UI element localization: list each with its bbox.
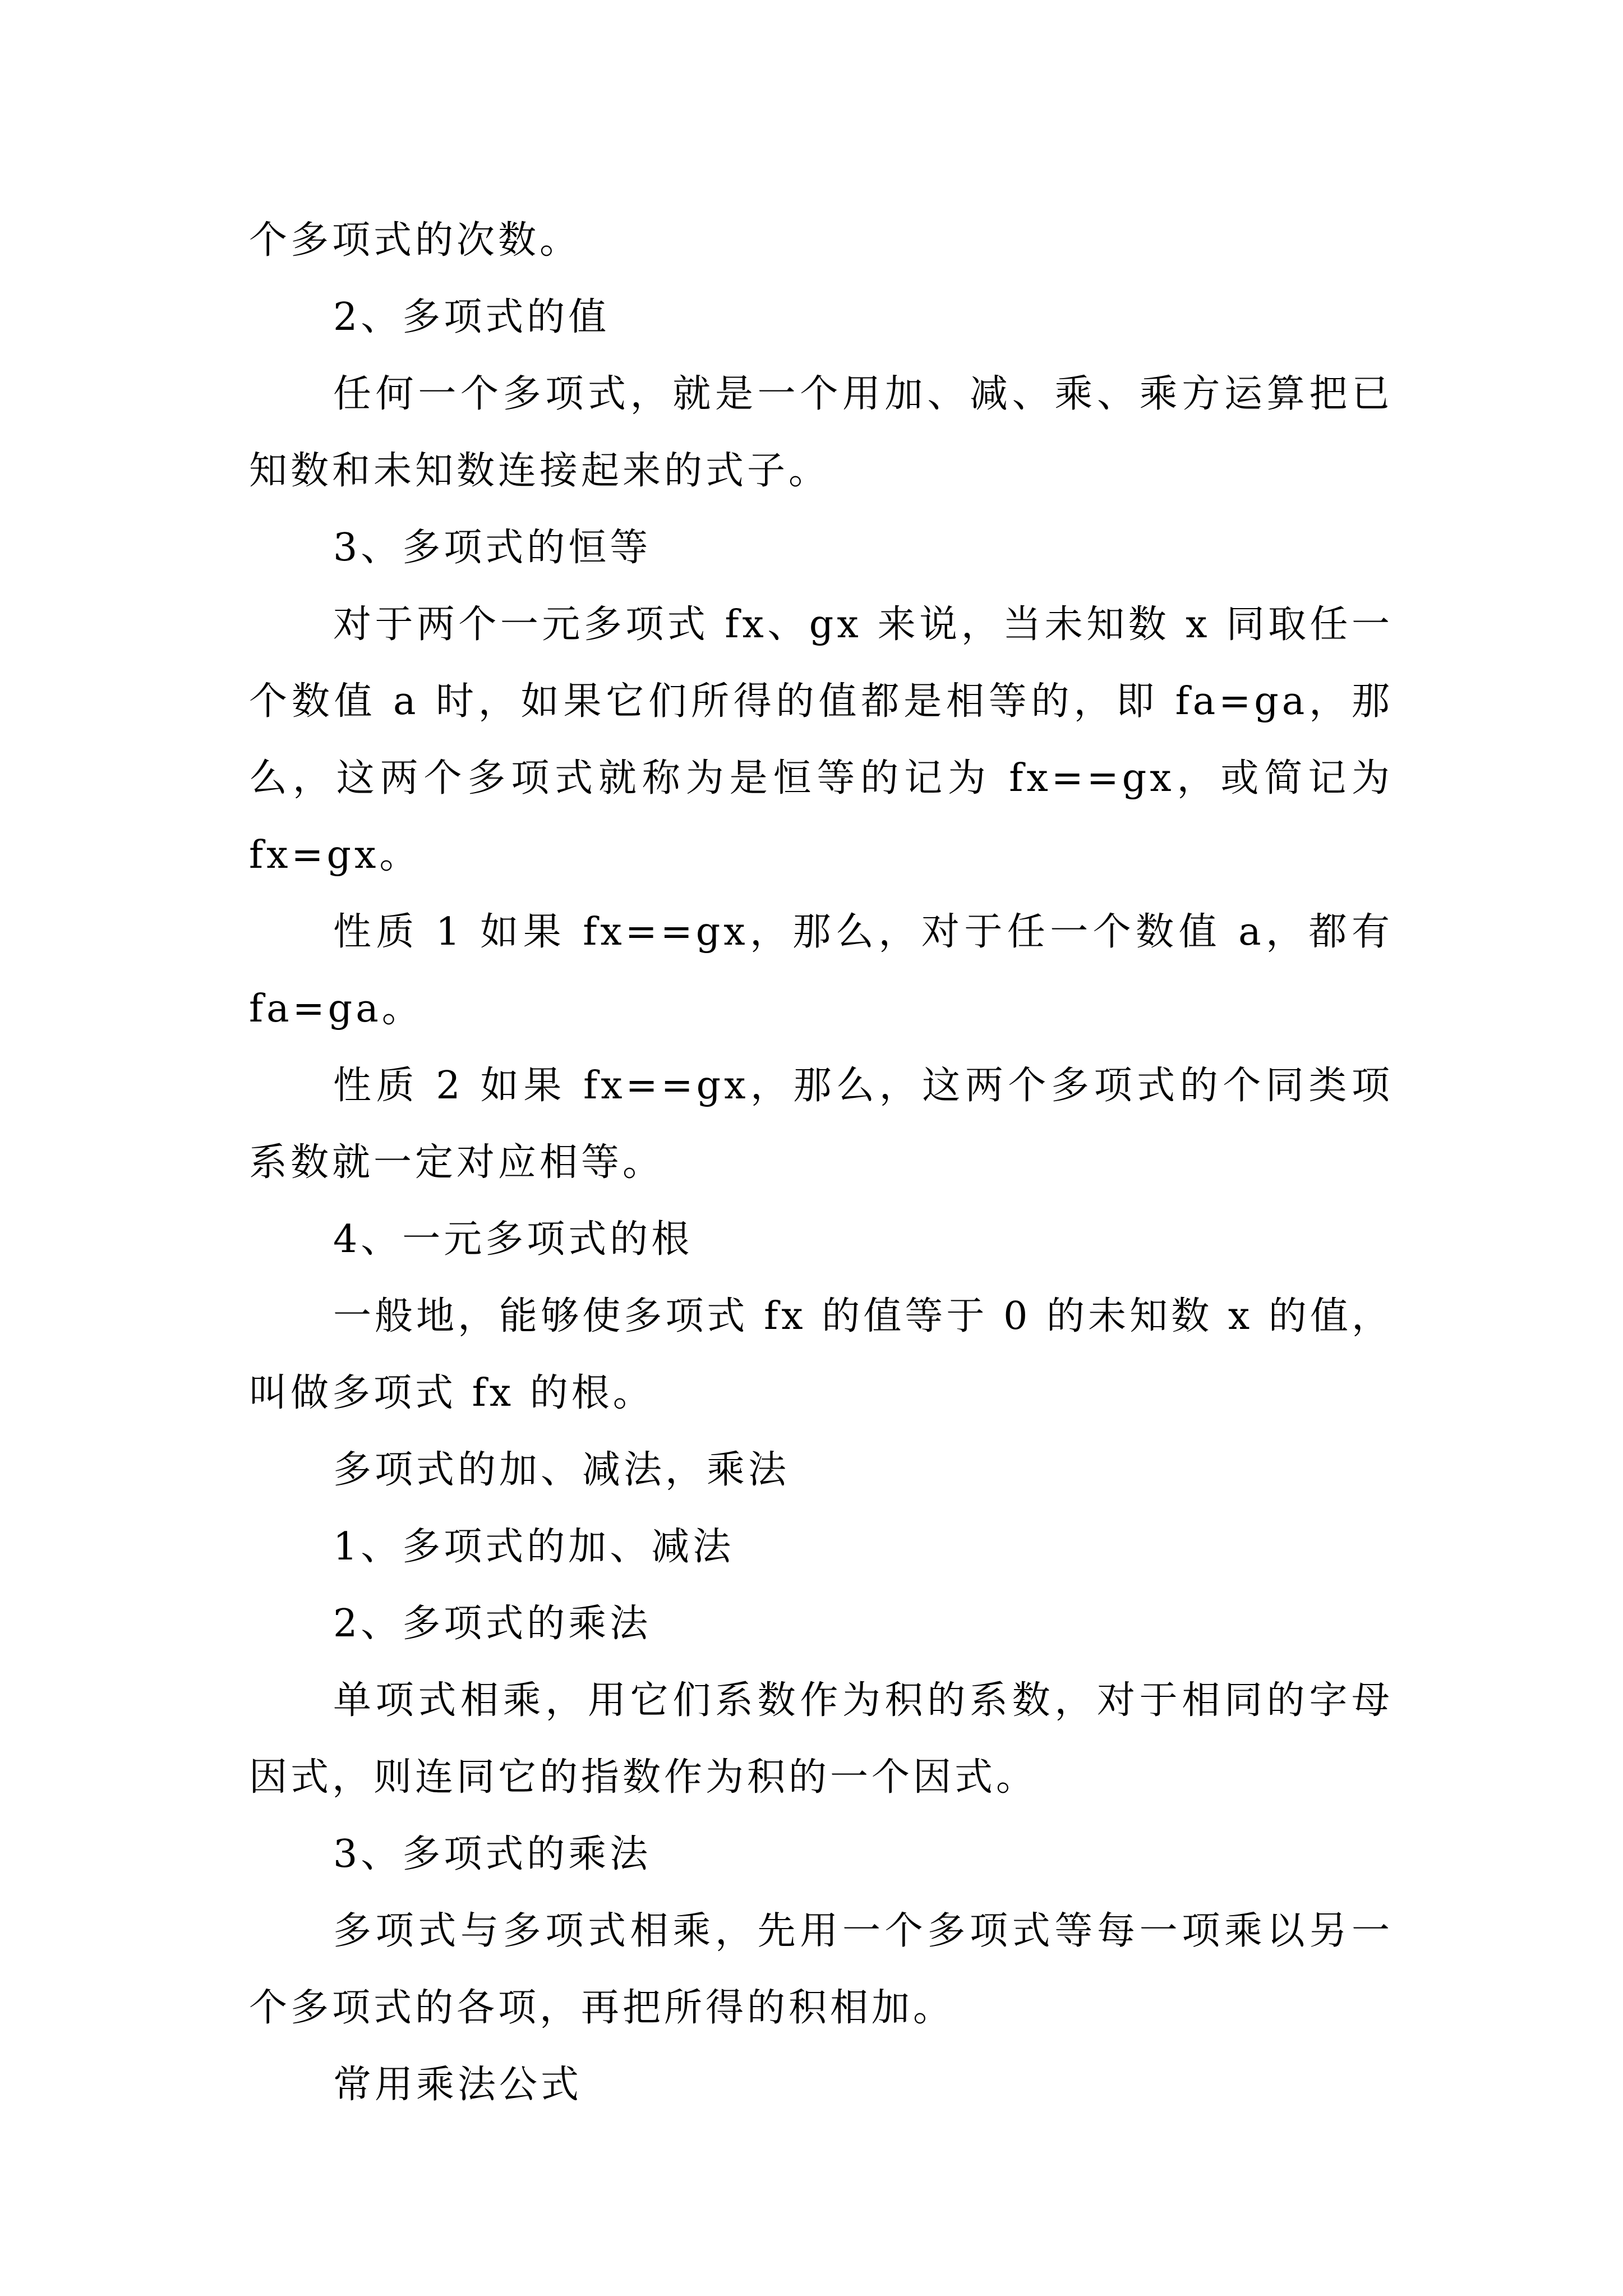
paragraph-property-1: 性质 1 如果 fx==gx，那么，对于任一个数值 a，都有 fa=ga。	[249, 910, 1393, 1031]
section-heading-polynomial-multiplication: 3、多项式的乘法	[333, 1832, 652, 1876]
paragraph-polynomial-definition: 任何一个多项式，就是一个用加、减、乘、乘方运算把已知数和未知数连接起来的式子。	[249, 372, 1393, 493]
paragraph-polynomial-rule: 多项式与多项式相乘，先用一个多项式等每一项乘以另一个多项式的各项，再把所得的积相加。	[249, 1909, 1393, 2030]
section-heading-polynomial-root: 4、一元多项式的根	[333, 1217, 693, 1262]
section-heading-monomial-multiplication: 2、多项式的乘法	[333, 1602, 652, 1646]
section-heading-common-formulas: 常用乘法公式	[333, 2063, 583, 2107]
paragraph-monomial-rule: 单项式相乘，用它们系数作为积的系数，对于相同的字母因式，则连同它的指数作为积的一个因式。	[249, 1678, 1393, 1800]
section-heading-addition-subtraction: 1、多项式的加、减法	[333, 1525, 735, 1569]
paragraph-continuation: 个多项式的次数。	[249, 218, 582, 263]
document-body	[249, 202, 1393, 2123]
section-heading-polynomial-value: 2、多项式的值	[333, 295, 610, 339]
section-heading-operations: 多项式的加、减法，乘法	[333, 1448, 790, 1492]
paragraph-root-definition: 一般地，能够使多项式 fx 的值等于 0 的未知数 x 的值，叫做多项式 fx 的根。	[249, 1294, 1393, 1415]
section-heading-polynomial-identity: 3、多项式的恒等	[333, 526, 652, 570]
paragraph-identity-definition: 对于两个一元多项式 fx、gx 来说，当未知数 x 同取任一个数值 a 时，如果它们所得的值都是相等的，即 fa=ga，那么，这两个多项式就称为是恒等的记为 fx==gx，或简记为 fx=gx。	[249, 602, 1393, 877]
paragraph-property-2: 性质 2 如果 fx==gx，那么，这两个多项式的个同类项系数就一定对应相等。	[249, 1064, 1393, 1185]
